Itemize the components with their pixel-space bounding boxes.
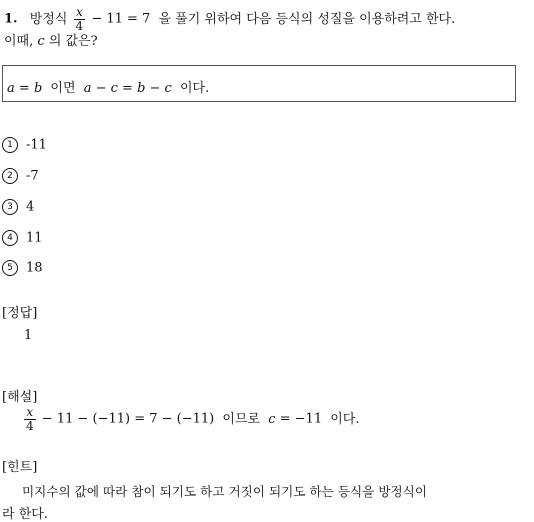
explanation-end-text: 이다.	[330, 411, 360, 427]
choice-5[interactable]	[2, 260, 43, 276]
choice-value: 4	[26, 199, 35, 215]
hint-label: [힌트]	[2, 460, 38, 475]
question-equation: − 11 = 7	[91, 11, 151, 27]
property-statement	[7, 77, 209, 96]
question-line2-prefix: 이때,	[4, 34, 34, 49]
fraction-denominator: 4	[26, 418, 34, 433]
fraction-numerator: x	[24, 406, 36, 420]
choice-2[interactable]	[2, 168, 39, 184]
property-box	[2, 65, 516, 102]
explanation-mid-text: 이므로	[222, 411, 261, 427]
choice-value: -7	[26, 168, 39, 184]
choice-value: -11	[26, 137, 47, 153]
question-suffix: 을 풀기 위하여 다음 등식의 성질을 이용하려고 한다.	[158, 11, 456, 27]
choice-marker: 3	[2, 199, 18, 215]
explanation-expression: − 11 − (−11) = 7 − (−11)	[41, 411, 215, 427]
property-end-text: 이다.	[179, 81, 210, 96]
choice-marker: 2	[2, 168, 18, 184]
property-rhs: b − c	[137, 81, 172, 96]
hint-line-1: 미지수의 값에 따라 참이 되기도 하고 거짓이 되기도 하는 등식을 방정식이	[22, 484, 427, 499]
choice-value: 18	[26, 260, 43, 276]
question-line-2	[4, 30, 98, 49]
property-eq2: =	[122, 81, 133, 96]
hint-line-2: 라 한다.	[2, 507, 48, 522]
choice-4[interactable]	[2, 230, 43, 246]
question-prefix: 방정식	[29, 11, 68, 27]
property-lhs: a − c	[83, 81, 118, 96]
fraction-numerator: x	[74, 6, 86, 20]
explanation-variable: c	[268, 411, 276, 427]
property-mid-text: 이면	[50, 81, 76, 96]
explanation-body	[22, 406, 360, 432]
property-b: b	[33, 81, 43, 96]
explanation-label: [해설]	[2, 390, 38, 405]
choice-marker: 5	[2, 260, 18, 276]
choice-3[interactable]	[2, 199, 34, 215]
choice-value: 11	[26, 230, 43, 246]
explanation-result: = −11	[279, 411, 323, 427]
answer-label: [정답]	[2, 306, 38, 321]
answer-value: 1	[24, 328, 33, 343]
question-line-1	[4, 6, 455, 32]
question-fraction	[74, 6, 86, 32]
question-line2-suffix: 의 값은?	[48, 34, 98, 49]
choice-marker: 1	[2, 137, 18, 153]
explanation-fraction	[24, 406, 36, 432]
question-variable: c	[37, 34, 45, 49]
question-number: 1.	[4, 11, 18, 27]
fraction-denominator: 4	[75, 18, 84, 33]
choice-marker: 4	[2, 230, 18, 246]
choice-1[interactable]	[2, 137, 47, 153]
property-eq1: =	[18, 81, 30, 96]
property-a: a	[7, 81, 15, 96]
